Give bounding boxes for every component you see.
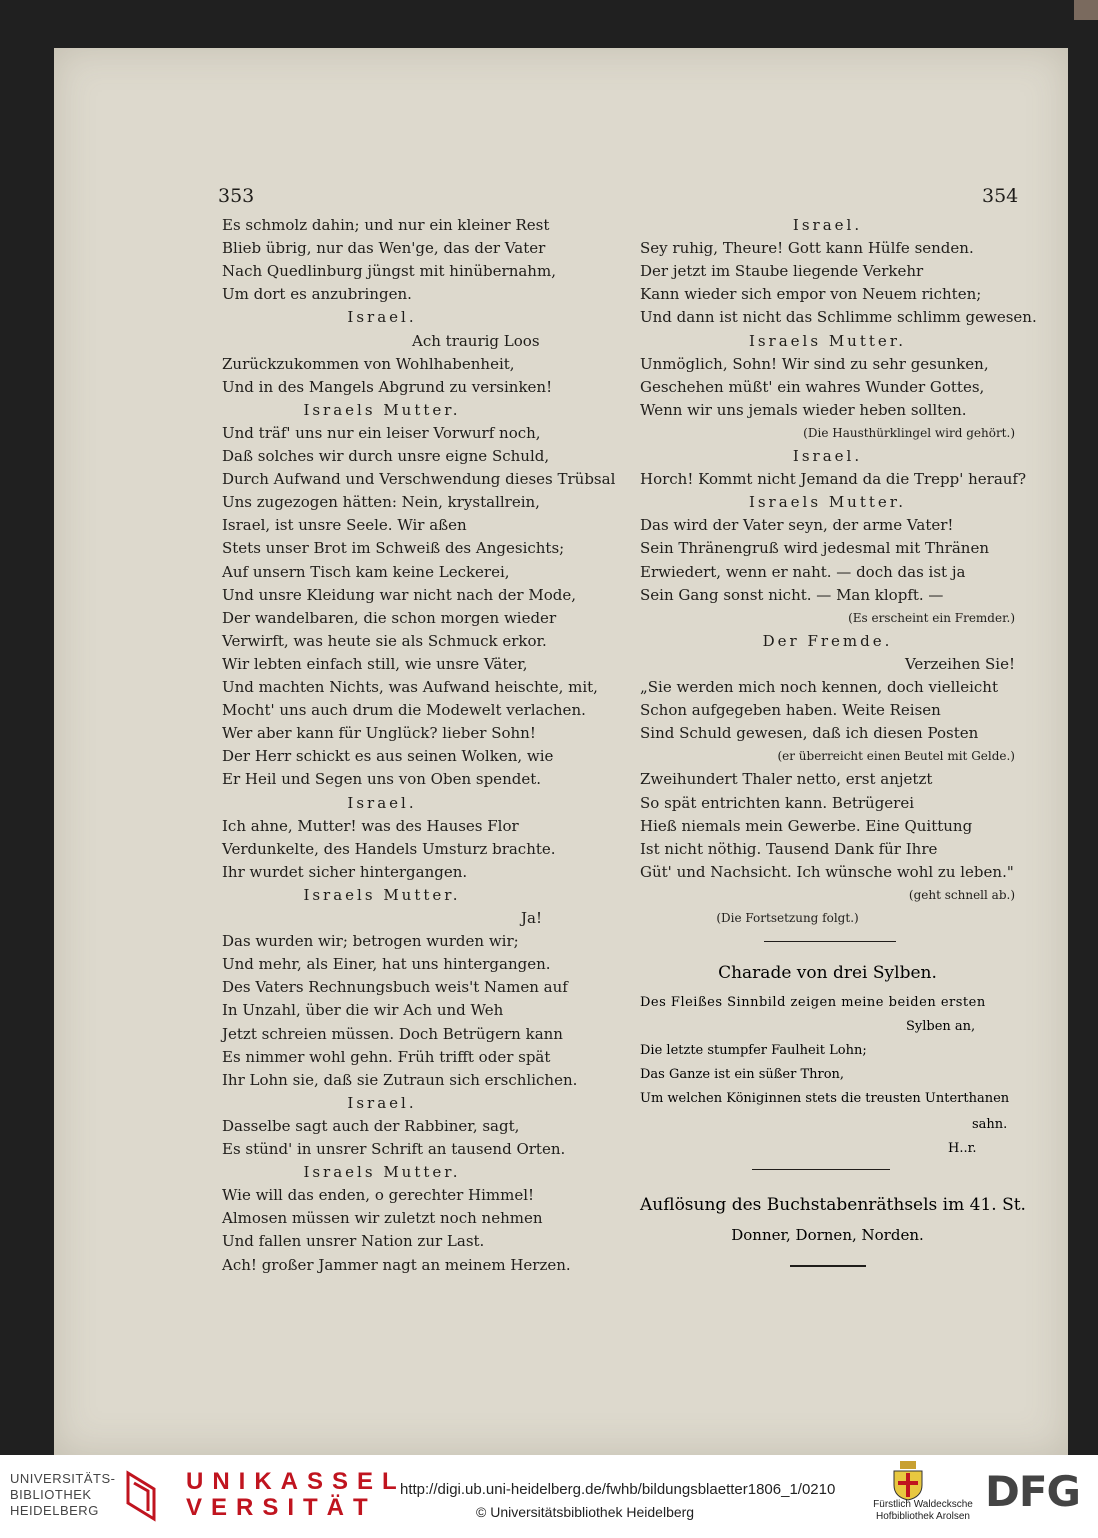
verse-line: Sein Thränengruß wird jedesmal mit Thränen — [640, 539, 989, 558]
verse-line: Nach Quedlinburg jüngst mit hinübernahm, — [222, 262, 556, 281]
verse-line: Ja! — [521, 909, 542, 927]
verse-line: Das wird der Vater seyn, der arme Vater! — [640, 516, 954, 535]
verse-line: Wenn wir uns jemals wieder heben sollten. — [640, 400, 967, 419]
verse-line: Israel, ist unsre Seele. Wir aßen — [222, 516, 467, 535]
arolsen-crest-icon — [890, 1459, 926, 1501]
verse-line: Sein Gang sonst nicht. — Man klopft. — — [640, 585, 944, 604]
kassel-logo[interactable]: UNIKASSEL VERSITÄT — [186, 1468, 406, 1521]
stage-direction: (Es erscheint ein Fremder.) — [848, 610, 1015, 625]
verse-line: Schon aufgegeben haben. Weite Reisen — [640, 701, 941, 720]
charade-line: Die letzte stumpfer Faulheit Lohn; — [640, 1043, 867, 1058]
verse-line: Zurückzukommen von Wohlhabenheit, — [222, 354, 515, 373]
speaker-name: Israels Mutter. — [748, 331, 907, 350]
speaker-name: Israel. — [792, 216, 863, 234]
stage-direction: (geht schnell ab.) — [908, 887, 1015, 902]
verse-line: Geschehen müßt' ein wahres Wunder Gottes, — [640, 377, 985, 396]
charade-title: Charade von drei Sylben. — [718, 963, 937, 983]
charade-line: sahn. — [972, 1117, 1008, 1132]
verse-line: Es schmolz dahin; und nur ein kleiner Rest — [222, 216, 550, 234]
verse-line: Zweihundert Thaler netto, erst anjetzt — [640, 770, 933, 789]
verse-line: Der wandelbaren, die schon morgen wieder — [222, 608, 557, 627]
verse-line: Güt' und Nachsicht. Ich wünsche wohl zu leben." — [640, 862, 1014, 881]
continuation-note: (Die Fortsetzung folgt.) — [716, 911, 859, 925]
speaker-name: Israels Mutter. — [303, 400, 461, 419]
solution-answer: Donner, Dornen, Norden. — [731, 1226, 924, 1244]
verse-line: Es nimmer wohl gehn. Früh trifft oder spät — [222, 1047, 551, 1066]
section-rule — [790, 1265, 866, 1267]
verse-line: Jetzt schreien müssen. Doch Betrügern kann — [222, 1024, 563, 1043]
charade-signature: H..r. — [948, 1141, 977, 1156]
stage-direction: (er überreicht einen Beutel mit Gelde.) — [777, 749, 1015, 764]
verse-line: Und unsre Kleidung war nicht nach der Mode, — [222, 585, 577, 604]
verse-line: Dasselbe sagt auch der Rabbiner, sagt, — [222, 1116, 520, 1135]
verse-line: Ach traurig Loos — [412, 331, 540, 350]
verse-line: Kann wieder sich empor von Neuem richten; — [640, 285, 982, 304]
permalink-url[interactable]: http://digi.ub.uni-heidelberg.de/fwhb/bildungsblaetter1806_1/0210 — [400, 1481, 836, 1498]
verse-line: Auf unsern Tisch kam keine Leckerei, — [222, 562, 510, 581]
verse-line: Und dann ist nicht das Schlimme schlimm gewesen. — [640, 308, 1037, 327]
verse-line: Wir lebten einfach still, wie unsre Väter, — [222, 654, 528, 673]
charade-line: Um welchen Königinnen stets die treusten Unterthanen — [640, 1091, 1010, 1106]
speaker-name: Israel. — [792, 447, 863, 465]
verse-line: Sey ruhig, Theure! Gott kann Hülfe senden. — [640, 239, 974, 258]
verse-line: Das wurden wir; betrogen wurden wir; — [222, 932, 519, 951]
arolsen-library-name: Fürstlich Waldecksche Hofbibliothek Arolsen — [873, 1499, 973, 1522]
verse-line: Wer aber kann für Unglück? lieber Sohn! — [222, 724, 536, 743]
verse-line: Und machten Nichts, was Aufwand heischte, mit, — [222, 678, 598, 696]
verse-line: Des Vaters Rechnungsbuch weis't Namen auf — [222, 978, 568, 997]
heidelberg-emblem-icon — [124, 1469, 158, 1523]
dfg-logo[interactable]: DFG — [985, 1467, 1081, 1516]
charade-line: Sylben an, — [906, 1019, 976, 1034]
verse-line: Sind Schuld gewesen, daß ich diesen Posten — [640, 724, 979, 743]
verse-line: Er Heil und Segen uns von Oben spendet. — [222, 770, 541, 789]
heidelberg-library-logo[interactable]: UNIVERSITÄTS- BIBLIOTHEK HEIDELBERG — [10, 1471, 116, 1518]
speaker-name: Israels Mutter. — [303, 1163, 461, 1182]
verse-line: Ihr wurdet sicher hintergangen. — [222, 862, 468, 881]
copyright-notice: © Universitätsbibliothek Heidelberg — [476, 1504, 695, 1520]
speaker-name: Israels Mutter. — [303, 885, 461, 904]
charade-line: Das Ganze ist ein süßer Thron, — [640, 1067, 845, 1082]
verse-line: Unmöglich, Sohn! Wir sind zu sehr gesunken, — [640, 354, 989, 373]
verse-line: Erwiedert, wenn er naht. — doch das ist ja — [640, 562, 966, 581]
speaker-name: Israel. — [347, 308, 417, 327]
section-rule — [764, 941, 896, 942]
verse-line: Wie will das enden, o gerechter Himmel! — [222, 1186, 535, 1205]
verse-line: Ich ahne, Mutter! was des Hauses Flor — [222, 816, 519, 835]
verse-line: Verwirft, was heute sie als Schmuck erkor. — [222, 631, 547, 650]
speaker-name: Israel. — [347, 1093, 417, 1112]
verse-line: In Unzahl, über die wir Ach und Weh — [222, 1001, 504, 1020]
verse-line: Und fallen unsrer Nation zur Last. — [222, 1232, 485, 1251]
verse-line: Verzeihen Sie! — [904, 654, 1015, 673]
verse-line: Der jetzt im Staube liegende Verkehr — [640, 262, 924, 281]
verse-line: Ach! großer Jammer nagt an meinem Herzen. — [222, 1255, 571, 1274]
verse-line: Verdunkelte, des Handels Umsturz brachte. — [222, 839, 556, 858]
verse-line: Hieß niemals mein Gewerbe. Eine Quittung — [640, 816, 973, 835]
charade-line: Des Fleißes Sinnbild zeigen meine beiden ersten — [640, 995, 986, 1010]
verse-line: Ihr Lohn sie, daß sie Zutraun sich erschlichen. — [222, 1070, 578, 1089]
footer-bar — [0, 1455, 1098, 1538]
verse-line: Horch! Kommt nicht Jemand da die Trepp' herauf? — [640, 470, 1027, 489]
verse-line: Um dort es anzubringen. — [222, 285, 412, 304]
section-rule — [752, 1169, 890, 1170]
speaker-name: Der Fremde. — [762, 631, 893, 650]
solution-title: Auflösung des Buchstabenräthsels im 41. St. — [640, 1195, 1026, 1215]
verse-line: Stets unser Brot im Schweiß des Angesichts; — [222, 539, 565, 558]
verse-line: Daß solches wir durch unsre eigne Schuld, — [222, 447, 550, 465]
speaker-name: Israel. — [347, 793, 417, 812]
verse-line: Uns zugezogen hätten: Nein, krystallrein, — [222, 493, 540, 512]
verse-line: Almosen müssen wir zuletzt noch nehmen — [222, 1209, 543, 1228]
verse-line: Und träf' uns nur ein leiser Vorwurf noch, — [222, 423, 541, 442]
speaker-name: Israels Mutter. — [748, 493, 907, 512]
verse-line: Es stünd' in unsrer Schrift an tausend Orten. — [222, 1140, 566, 1158]
verse-line: Durch Aufwand und Verschwendung dieses Trübsal — [222, 470, 616, 489]
scan-color-strip — [1074, 0, 1098, 20]
verse-line: Mocht' uns auch drum die Modewelt verlachen. — [222, 701, 586, 720]
stage-direction: (Die Hausthürklingel wird gehört.) — [803, 425, 1015, 440]
right-page-number: 354 — [982, 185, 1019, 207]
verse-line: Und mehr, als Einer, hat uns hintergangen. — [222, 955, 551, 974]
verse-line: Und in des Mangels Abgrund zu versinken! — [222, 377, 553, 396]
left-page-number: 353 — [218, 185, 255, 207]
verse-line: Ist nicht nöthig. Tausend Dank für Ihre — [640, 839, 938, 858]
verse-line: Blieb übrig, nur das Wen'ge, das der Vater — [222, 239, 546, 258]
verse-line: Der Herr schickt es aus seinen Wolken, wie — [222, 747, 554, 766]
verse-line: So spät entrichten kann. Betrügerei — [640, 793, 915, 812]
verse-line: „Sie werden mich noch kennen, doch vielleicht — [640, 678, 998, 696]
